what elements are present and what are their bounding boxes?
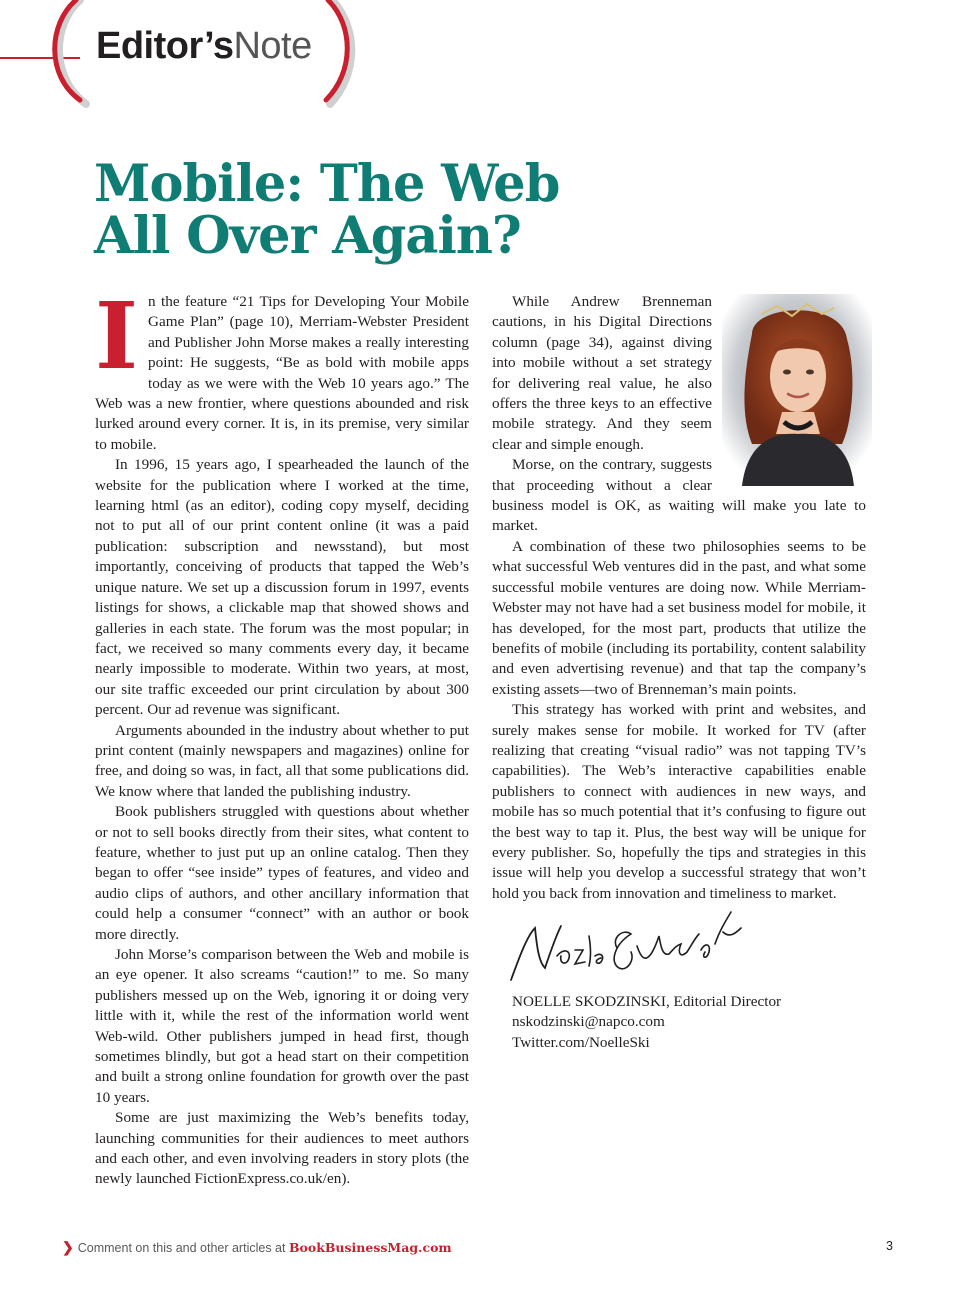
- drop-cap: I: [95, 282, 139, 390]
- headline-line-2: All Over Again?: [94, 206, 521, 266]
- editor-signature-block: [512, 992, 781, 1053]
- chevron-right-icon: ❯: [62, 1239, 74, 1255]
- footer-text: Comment on this and other articles at: [77, 1241, 286, 1255]
- editor-twitter: Twitter.com/NoelleSki: [512, 1033, 650, 1051]
- page-footer: [62, 1239, 452, 1256]
- article-paragraph: Book publishers struggled with questions about whether or not to sell books directly from their sites, what content to feature, whether to just put up an online catalog. Then they began to offer “see inside” types of features, and video and audio clips of authors, and other ancillary information that could help a consumer “connect” with an author or book more directly.: [95, 803, 469, 943]
- article-paragraph: Arguments abounded in the industry about whether to put print content (mainly newspapers and magazines) online for free, and doing so was, in fact, all that some publications did. We know where that landed the publishing industry.: [95, 721, 469, 800]
- footer-site-link: BookBusinessMag.com: [288, 1240, 452, 1255]
- article-column-right: [492, 292, 866, 904]
- article-paragraph: A combination of these two philosophies seems to be what successful Web ventures did in the past, and what some successful mobile ventures are doing now. While Merriam-Webster may not have had a set business model for mobile, it has developed, for the most part, products that utilize the benefits of mobile (including its portability, content salability and even advertising revenue) and that tap the company’s existing assets—two of Brenneman’s main points.: [492, 537, 866, 698]
- article-column-left: [95, 282, 469, 1190]
- editor-email: nskodzinski@napco.com: [512, 1013, 665, 1031]
- article-paragraph: While Andrew Brenneman cautions, in his Digital Directions column (page 34), against diving into mobile without a set strategy for delivering real value, he also offers the three keys to an effective mobile strategy. And they seem clear and simple enough.: [492, 293, 712, 453]
- article-paragraph: Morse, on the contrary, suggests that proceeding without a clear business model is OK, as waiting will make you late to market.: [492, 456, 866, 535]
- article-paragraph: Some are just maximizing the Web’s benefits today, launching communities for their audiences to meet authors and each other, and even involving readers in story plots (the newly launched FictionExpress.co.uk/en).: [95, 1109, 469, 1188]
- headline-line-1: Mobile: The Web: [94, 154, 560, 214]
- section-title: [96, 22, 312, 70]
- article-paragraph: John Morse’s comparison between the Web and mobile is an eye opener. It also screams “caution!” to me. So many publishers messed up on the Web, ignoring it or doing very little with it, while the rest of the information world went Web-wild. Other publishers jumped in head first, though sometimes blindly, but got a head start on their competition and built a strong online foundation for growth over the past 10 years.: [95, 946, 469, 1106]
- section-title-bold: Editor’s: [96, 25, 234, 67]
- article-paragraph: In 1996, 15 years ago, I spearheaded the launch of the website for the publication where I worked at the time, learning html (as an editor), coding copy myself, deciding not to put all of our print content online (it was a paid publication: subscription and newsstand), but most importantly, conceiving of products that tapped the Web’s unique nature. We set up a discussion forum in 1997, events listings for shows, a clickable map that showed shows and galleries in each state. The forum was the most popular; in fact, we received so many comments every day, it became nearly impossible to moderate. Within two years, at most, our site traffic exceeded our print circulation by about 300 percent. Our ad revenue was significant.: [95, 456, 469, 719]
- article-headline: [94, 154, 654, 266]
- article-paragraph: [95, 282, 469, 455]
- editor-name-title: NOELLE SKODZINSKI, Editorial Director: [512, 993, 782, 1010]
- page-number: 3: [886, 1239, 893, 1253]
- paragraph-text: n the feature “21 Tips for Developing Your Mobile Game Plan” (page 10), Merriam-Webster President and Publisher John Morse makes a really interesting point: He suggests, “Be as bold with mobile apps today as we were with the Web 10 years ago.” The Web was a new frontier, where questions abounded and risk lurked around every corner. It is, in its premise, very similar to mobile.: [95, 293, 469, 453]
- handwritten-signature: [505, 898, 745, 988]
- editor-portrait: [722, 294, 872, 486]
- article-paragraph: This strategy has worked with print and websites, and surely makes sense for mobile. It worked for TV (after realizing that creating “visual radio” was not tapping TV’s capabilities). The Web’s interactive capabilities enable publishers to connect with audiences in new ways, and mobile has so much potential that it’s confusing to figure out the best way to tap it. Plus, the best way will be unique for every publisher. So, hopefully the tips and strategies in this issue will help you develop a successful strategy that won’t hold you back from innovation and timeliness to market.: [492, 701, 866, 902]
- section-title-light: Note: [233, 25, 312, 67]
